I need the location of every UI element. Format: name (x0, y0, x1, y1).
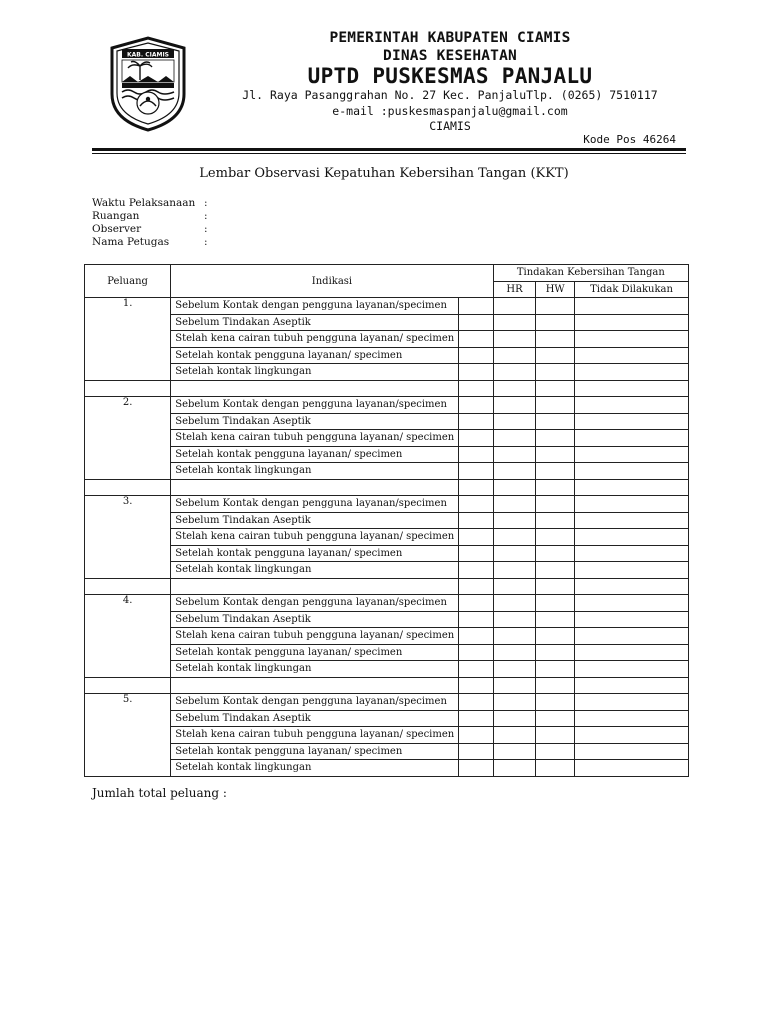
hw-cell[interactable] (536, 661, 575, 678)
indikasi-cell: Sebelum Tindakan Aseptik (171, 314, 459, 331)
empty-cell (536, 578, 575, 595)
indikasi-cell: Sebelum Kontak dengan pengguna layanan/specimen (171, 595, 459, 612)
indikasi-cell: Sebelum Tindakan Aseptik (171, 710, 459, 727)
hr-cell[interactable] (493, 611, 536, 628)
empty-cell (85, 578, 171, 595)
indikasi-cell: Setelah kontak pengguna layanan/ specimen (171, 545, 459, 562)
hw-cell[interactable] (536, 397, 575, 414)
mark-cell[interactable] (459, 314, 493, 331)
table-row (85, 545, 689, 562)
tidak-dilakukan-cell[interactable] (575, 512, 689, 529)
indikasi-cell: Setelah kontak pengguna layanan/ specimen (171, 644, 459, 661)
info-colon: : (204, 223, 208, 235)
table-row (85, 512, 689, 529)
empty-cell (536, 677, 575, 694)
hr-cell[interactable] (493, 529, 536, 546)
mark-cell[interactable] (459, 430, 493, 447)
header-address: Jl. Raya Pasanggrahan No. 27 Kec. PanjaluTlp. (0265) 7510117 (242, 88, 658, 102)
table-row (85, 298, 689, 315)
hr-cell[interactable] (493, 743, 536, 760)
tidak-dilakukan-cell[interactable] (575, 397, 689, 414)
form-title: Lembar Observasi Kepatuhan Kebersihan Tangan (KKT) (199, 166, 569, 181)
header-indikasi: Indikasi (171, 265, 493, 298)
hr-cell[interactable] (493, 512, 536, 529)
peluang-number: 5. (85, 694, 171, 777)
empty-cell (575, 380, 689, 397)
mark-cell[interactable] (459, 496, 493, 513)
peluang-number: 2. (85, 397, 171, 480)
hr-cell[interactable] (493, 694, 536, 711)
spacer-row (85, 479, 689, 496)
hw-cell[interactable] (536, 694, 575, 711)
empty-cell (575, 479, 689, 496)
mark-cell[interactable] (459, 694, 493, 711)
empty-cell (575, 677, 689, 694)
table-row (85, 529, 689, 546)
empty-cell (85, 380, 171, 397)
empty-cell (85, 677, 171, 694)
table-row (85, 595, 689, 612)
tidak-dilakukan-cell[interactable] (575, 446, 689, 463)
empty-cell (493, 677, 536, 694)
hr-cell[interactable] (493, 331, 536, 348)
info-label: Observer (92, 223, 142, 235)
tidak-dilakukan-cell[interactable] (575, 644, 689, 661)
table-row (85, 331, 689, 348)
info-label: Ruangan (92, 210, 140, 222)
hr-cell[interactable] (493, 760, 536, 777)
empty-cell (459, 479, 493, 496)
header-tidak-dilakukan: Tidak Dilakukan (575, 281, 689, 298)
header-divider-thick (92, 148, 686, 151)
hw-cell[interactable] (536, 331, 575, 348)
total-peluang-label: Jumlah total peluang : (92, 786, 227, 800)
header-city: CIAMIS (429, 119, 471, 133)
info-colon: : (204, 210, 208, 222)
hr-cell[interactable] (493, 298, 536, 315)
hw-cell[interactable] (536, 512, 575, 529)
hw-cell[interactable] (536, 496, 575, 513)
tidak-dilakukan-cell[interactable] (575, 413, 689, 430)
table-row (85, 628, 689, 645)
mark-cell[interactable] (459, 347, 493, 364)
hw-cell[interactable] (536, 314, 575, 331)
hw-cell[interactable] (536, 710, 575, 727)
hr-cell[interactable] (493, 413, 536, 430)
peluang-number: 1. (85, 298, 171, 381)
hw-cell[interactable] (536, 644, 575, 661)
indikasi-cell: Sebelum Kontak dengan pengguna layanan/specimen (171, 694, 459, 711)
empty-cell (459, 380, 493, 397)
kabupaten-ciamis-logo (108, 36, 188, 132)
info-label: Waktu Pelaksanaan (92, 197, 196, 209)
hw-cell[interactable] (536, 364, 575, 381)
info-colon: : (204, 236, 208, 248)
hr-cell[interactable] (493, 545, 536, 562)
header-postal-code: Kode Pos 46264 (583, 133, 676, 146)
empty-cell (459, 677, 493, 694)
mark-cell[interactable] (459, 644, 493, 661)
hr-cell[interactable] (493, 430, 536, 447)
empty-cell (536, 380, 575, 397)
hr-cell[interactable] (493, 314, 536, 331)
header-peluang: Peluang (85, 265, 171, 298)
info-colon: : (204, 197, 208, 209)
hw-cell[interactable] (536, 298, 575, 315)
indikasi-cell: Setelah kontak lingkungan (171, 562, 459, 579)
hw-cell[interactable] (536, 413, 575, 430)
table-row (85, 430, 689, 447)
tidak-dilakukan-cell[interactable] (575, 496, 689, 513)
observation-table (84, 264, 689, 777)
hr-cell[interactable] (493, 496, 536, 513)
tidak-dilakukan-cell[interactable] (575, 694, 689, 711)
info-row-observer (92, 223, 208, 235)
info-row-petugas (92, 236, 208, 248)
mark-cell[interactable] (459, 595, 493, 612)
hr-cell[interactable] (493, 628, 536, 645)
table-row (85, 446, 689, 463)
mark-cell[interactable] (459, 397, 493, 414)
hr-cell[interactable] (493, 661, 536, 678)
indikasi-cell: Stelah kena cairan tubuh pengguna layanan/ specimen (171, 430, 459, 447)
tidak-dilakukan-cell[interactable] (575, 628, 689, 645)
tidak-dilakukan-cell[interactable] (575, 760, 689, 777)
indikasi-cell: Setelah kontak lingkungan (171, 760, 459, 777)
table-row (85, 710, 689, 727)
hr-cell[interactable] (493, 364, 536, 381)
spacer-row (85, 380, 689, 397)
table-row (85, 496, 689, 513)
table-row (85, 661, 689, 678)
tidak-dilakukan-cell[interactable] (575, 562, 689, 579)
hw-cell[interactable] (536, 430, 575, 447)
mark-cell[interactable] (459, 743, 493, 760)
header-tindakan: Tindakan Kebersihan Tangan (493, 265, 688, 282)
hw-cell[interactable] (536, 727, 575, 744)
empty-cell (536, 479, 575, 496)
tidak-dilakukan-cell[interactable] (575, 661, 689, 678)
table-row (85, 727, 689, 744)
header-hr: HR (493, 281, 536, 298)
mark-cell[interactable] (459, 298, 493, 315)
empty-cell (493, 578, 536, 595)
hw-cell[interactable] (536, 595, 575, 612)
mark-cell[interactable] (459, 446, 493, 463)
mark-cell[interactable] (459, 661, 493, 678)
tidak-dilakukan-cell[interactable] (575, 710, 689, 727)
table-body (85, 298, 689, 777)
table-row (85, 397, 689, 414)
indikasi-cell: Setelah kontak pengguna layanan/ specimen (171, 743, 459, 760)
indikasi-cell: Stelah kena cairan tubuh pengguna layanan/ specimen (171, 331, 459, 348)
hw-cell[interactable] (536, 743, 575, 760)
info-label: Nama Petugas (92, 236, 170, 248)
empty-cell (171, 479, 459, 496)
table-row (85, 463, 689, 480)
hw-cell[interactable] (536, 463, 575, 480)
table-row (85, 347, 689, 364)
table-row (85, 413, 689, 430)
indikasi-cell: Setelah kontak lingkungan (171, 661, 459, 678)
hw-cell[interactable] (536, 446, 575, 463)
header-email: e-mail :puskesmaspanjalu@gmail.com (332, 104, 568, 118)
hw-cell[interactable] (536, 529, 575, 546)
indikasi-cell: Stelah kena cairan tubuh pengguna layanan/ specimen (171, 628, 459, 645)
indikasi-cell: Stelah kena cairan tubuh pengguna layanan/ specimen (171, 529, 459, 546)
empty-cell (575, 578, 689, 595)
hr-cell[interactable] (493, 446, 536, 463)
mark-cell[interactable] (459, 463, 493, 480)
table-row (85, 562, 689, 579)
mark-cell[interactable] (459, 364, 493, 381)
table-row (85, 364, 689, 381)
hr-cell[interactable] (493, 644, 536, 661)
header-institution: UPTD PUSKESMAS PANJALU (307, 64, 593, 88)
mark-cell[interactable] (459, 545, 493, 562)
mark-cell[interactable] (459, 529, 493, 546)
header-hw: HW (536, 281, 575, 298)
empty-cell (171, 380, 459, 397)
indikasi-cell: Sebelum Tindakan Aseptik (171, 512, 459, 529)
indikasi-cell: Setelah kontak pengguna layanan/ specimen (171, 446, 459, 463)
tidak-dilakukan-cell[interactable] (575, 314, 689, 331)
spacer-row (85, 578, 689, 595)
tidak-dilakukan-cell[interactable] (575, 463, 689, 480)
mark-cell[interactable] (459, 562, 493, 579)
empty-cell (85, 479, 171, 496)
hw-cell[interactable] (536, 760, 575, 777)
indikasi-cell: Setelah kontak pengguna layanan/ specimen (171, 347, 459, 364)
hr-cell[interactable] (493, 397, 536, 414)
indikasi-cell: Sebelum Kontak dengan pengguna layanan/specimen (171, 496, 459, 513)
tidak-dilakukan-cell[interactable] (575, 430, 689, 447)
mark-cell[interactable] (459, 512, 493, 529)
empty-cell (171, 677, 459, 694)
hr-cell[interactable] (493, 347, 536, 364)
empty-cell (493, 380, 536, 397)
hw-cell[interactable] (536, 611, 575, 628)
tidak-dilakukan-cell[interactable] (575, 331, 689, 348)
table-row (85, 743, 689, 760)
tidak-dilakukan-cell[interactable] (575, 529, 689, 546)
mark-cell[interactable] (459, 331, 493, 348)
tidak-dilakukan-cell[interactable] (575, 545, 689, 562)
header-department: DINAS KESEHATAN (383, 48, 517, 64)
mark-cell[interactable] (459, 413, 493, 430)
tidak-dilakukan-cell[interactable] (575, 298, 689, 315)
hr-cell[interactable] (493, 710, 536, 727)
tidak-dilakukan-cell[interactable] (575, 364, 689, 381)
indikasi-cell: Setelah kontak lingkungan (171, 463, 459, 480)
table-row (85, 760, 689, 777)
info-row-waktu (92, 197, 208, 209)
mark-cell[interactable] (459, 710, 493, 727)
svg-text:KAB. CIAMIS: KAB. CIAMIS (126, 51, 170, 59)
indikasi-cell: Setelah kontak lingkungan (171, 364, 459, 381)
table-row (85, 314, 689, 331)
spacer-row (85, 677, 689, 694)
indikasi-cell: Sebelum Kontak dengan pengguna layanan/specimen (171, 298, 459, 315)
tidak-dilakukan-cell[interactable] (575, 347, 689, 364)
indikasi-cell: Sebelum Tindakan Aseptik (171, 611, 459, 628)
table-row (85, 611, 689, 628)
mark-cell[interactable] (459, 727, 493, 744)
hw-cell[interactable] (536, 562, 575, 579)
empty-cell (493, 479, 536, 496)
tidak-dilakukan-cell[interactable] (575, 595, 689, 612)
indikasi-cell: Stelah kena cairan tubuh pengguna layanan/ specimen (171, 727, 459, 744)
empty-cell (171, 578, 459, 595)
peluang-number: 4. (85, 595, 171, 678)
header-divider-thin (92, 153, 686, 154)
peluang-number: 3. (85, 496, 171, 579)
hw-cell[interactable] (536, 628, 575, 645)
tidak-dilakukan-cell[interactable] (575, 611, 689, 628)
empty-cell (459, 578, 493, 595)
table-row (85, 694, 689, 711)
hr-cell[interactable] (493, 727, 536, 744)
indikasi-cell: Sebelum Tindakan Aseptik (171, 413, 459, 430)
tidak-dilakukan-cell[interactable] (575, 727, 689, 744)
mark-cell[interactable] (459, 628, 493, 645)
hr-cell[interactable] (493, 562, 536, 579)
hw-cell[interactable] (536, 545, 575, 562)
tidak-dilakukan-cell[interactable] (575, 743, 689, 760)
mark-cell[interactable] (459, 611, 493, 628)
mark-cell[interactable] (459, 760, 493, 777)
hw-cell[interactable] (536, 347, 575, 364)
table-row (85, 644, 689, 661)
hr-cell[interactable] (493, 463, 536, 480)
header-government: PEMERINTAH KABUPATEN CIAMIS (329, 30, 571, 46)
info-row-ruangan (92, 210, 208, 222)
indikasi-cell: Sebelum Kontak dengan pengguna layanan/specimen (171, 397, 459, 414)
hr-cell[interactable] (493, 595, 536, 612)
